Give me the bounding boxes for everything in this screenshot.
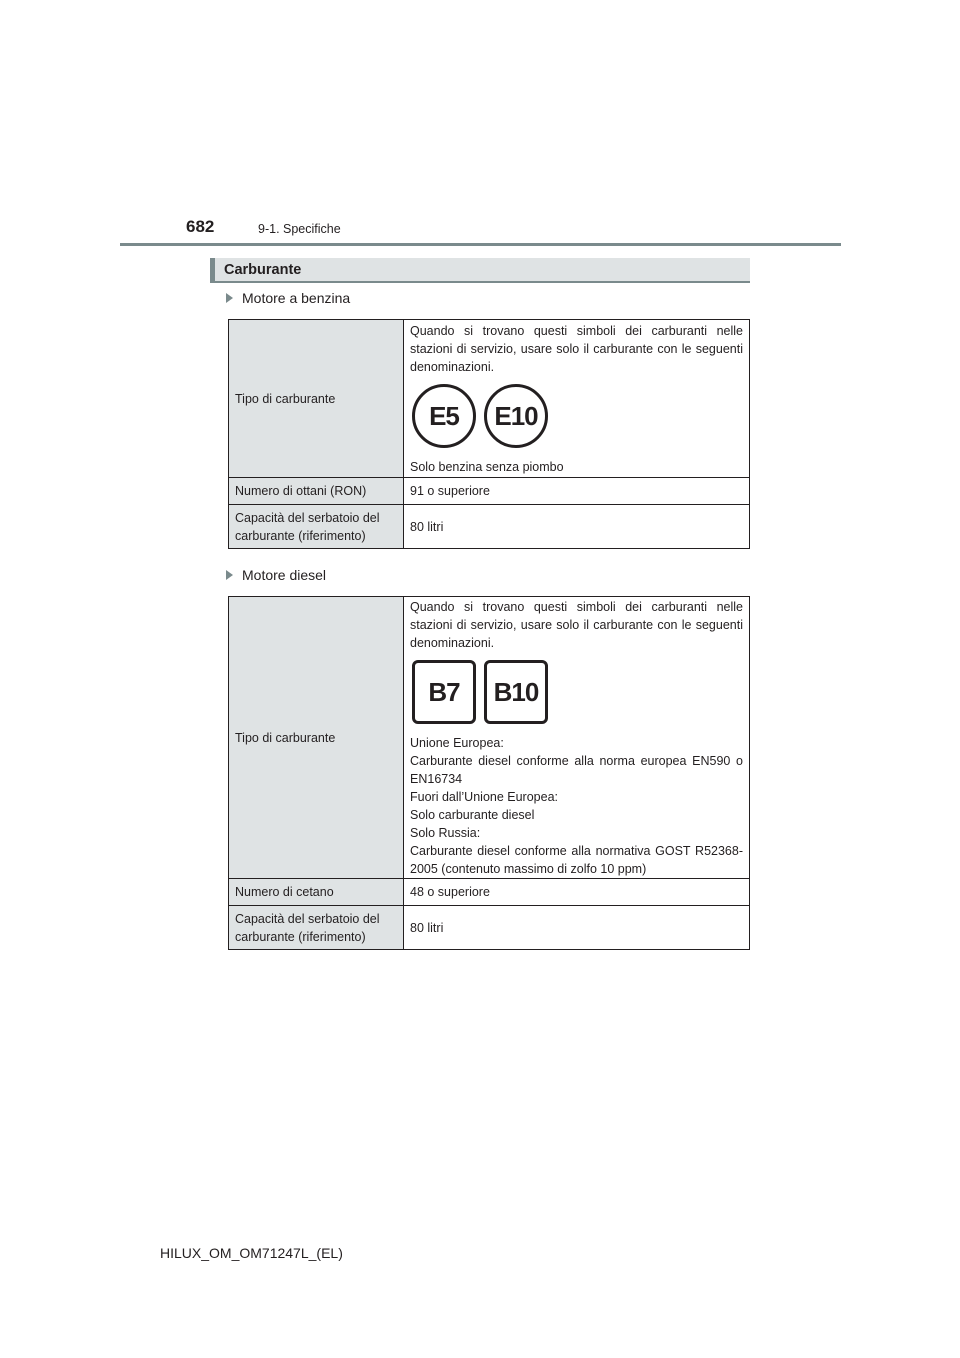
fuel-intro-text: Quando si trovano questi simboli dei carburanti nelle stazioni di servizio, usare solo il carburante con le seguenti denominazioni. [410, 599, 743, 650]
table-row [229, 505, 750, 549]
octane-value: 91 o superiore [404, 478, 750, 505]
heading-bar [210, 258, 750, 283]
subheading-gasoline-text: Motore a benzina [242, 290, 351, 306]
fuel-type-label: Tipo di carburante [229, 597, 404, 879]
fuel-type-label: Tipo di carburante [229, 320, 404, 478]
page-number: 682 [186, 217, 215, 236]
fuel-symbols [412, 660, 743, 724]
table-row [229, 597, 750, 879]
table-row [229, 906, 750, 950]
tank-capacity-value: 80 litri [404, 505, 750, 549]
fuel-symbol-b10-icon: B10 [484, 660, 548, 724]
fuel-type-value [404, 597, 750, 879]
fuel-symbol-e5-icon: E5 [412, 384, 476, 448]
table-row [229, 478, 750, 505]
tank-capacity-label: Capacità del serbatoio del carburante (riferimento) [229, 505, 404, 549]
fuel-symbol-e10-icon: E10 [484, 384, 548, 448]
fuel-intro-text: Quando si trovano questi simboli dei carburanti nelle stazioni di servizio, usare solo il carburante con le seguenti denominazioni. [410, 323, 743, 374]
fuel-note: Solo benzina senza piombo [410, 459, 564, 474]
triangle-bullet-icon [226, 293, 233, 303]
subheading-diesel-text: Motore diesel [242, 567, 327, 583]
cetane-value: 48 o superiore [404, 879, 750, 906]
region-eu-label: Unione Europea: [410, 735, 504, 750]
cetane-label: Numero di cetano [229, 879, 404, 906]
subheading-diesel [226, 567, 326, 583]
heading-title: Carburante [224, 262, 302, 278]
header-rule [120, 243, 841, 246]
triangle-bullet-icon [226, 570, 233, 580]
diesel-spec-table [228, 596, 750, 950]
footer-doc-code: HILUX_OM_OM71247L_(EL) [160, 1245, 343, 1261]
section-title: 9-1. Specifiche [258, 222, 341, 236]
region-russia-label: Solo Russia: [410, 825, 481, 840]
subheading-gasoline [226, 290, 350, 306]
fuel-type-value [404, 320, 750, 478]
region-non-eu-label: Fuori dall’Unione Europea: [410, 789, 559, 804]
table-row [229, 320, 750, 478]
region-russia-text: Carburante diesel conforme alla normativa GOST R52368-2005 (contenuto massimo di zolfo 10 ppm) [410, 843, 743, 876]
heading-marker [210, 258, 215, 281]
fuel-symbols [412, 384, 743, 448]
tank-capacity-value: 80 litri [404, 906, 750, 950]
tank-capacity-label: Capacità del serbatoio del carburante (riferimento) [229, 906, 404, 950]
region-eu-text: Carburante diesel conforme alla norma europea EN590 o EN16734 [410, 753, 743, 786]
region-non-eu-text: Solo carburante diesel [410, 807, 535, 822]
table-row [229, 879, 750, 906]
fuel-symbol-b7-icon: B7 [412, 660, 476, 724]
gasoline-spec-table [228, 319, 750, 549]
octane-label: Numero di ottani (RON) [229, 478, 404, 505]
